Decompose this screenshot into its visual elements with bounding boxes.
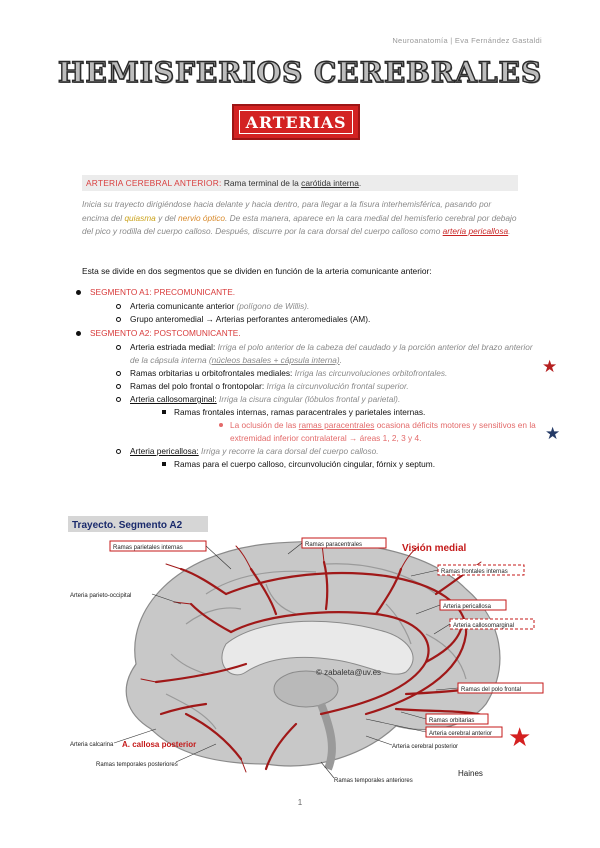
page-title: HEMISFERIOS CEREBRALES bbox=[57, 56, 543, 89]
intro-text-1: Inicia su trayecto dirigiéndose hacia delante y hacia dentro, para llegar a la fisura interhemisférica, pasando por encima del bbox=[82, 199, 492, 223]
orbitarias-label: Ramas orbitarias u orbitofrontales mediales: bbox=[130, 368, 293, 378]
list-item: Ramas frontales internas, ramas paracentrales y parietales internas. bbox=[76, 406, 546, 419]
paracentral-note-link: ramas paracentrales bbox=[298, 420, 375, 430]
list-item bbox=[76, 300, 546, 313]
pericallosa-label: Arteria pericallosa: bbox=[130, 446, 199, 456]
brain-medial-diagram bbox=[66, 514, 546, 786]
figure-title: Trayecto. Segmento A2 bbox=[72, 520, 183, 531]
section-label: ARTERIA CEREBRAL ANTERIOR: bbox=[86, 178, 222, 188]
credit-text: © zabaleta@uv.es bbox=[316, 668, 382, 677]
label-haines: Haines bbox=[458, 769, 483, 778]
a1-item-2-text: Grupo anteromedial → Arterias perforantes anteromediales (AM). bbox=[130, 314, 371, 324]
label-temporales-posteriores: Ramas temporales posteriores bbox=[96, 762, 178, 768]
paracentral-note-post: ocasiona déficits motores y sensitivos en la extremidad inferior contralateral → áreas 1, 2, 3 y 4. bbox=[230, 420, 536, 443]
estriada-ref: (núcleos basales + cápsula interna) bbox=[208, 355, 340, 365]
label-paracentrales: Ramas paracentrales bbox=[305, 542, 363, 548]
figure-red-star-icon: ★ bbox=[508, 722, 532, 752]
label-calcarina: Arteria calcarina bbox=[70, 742, 114, 748]
section-desc-suffix: . bbox=[358, 178, 362, 188]
section-heading bbox=[82, 175, 518, 191]
blue-star-icon: ★ bbox=[545, 424, 561, 443]
label-parietales: Ramas parietales internas bbox=[113, 545, 183, 551]
list-item bbox=[76, 367, 546, 380]
segment-a1-title: SEGMENTO A1: PRECOMUNICANTE. bbox=[76, 285, 546, 300]
subtitle-box bbox=[232, 104, 360, 140]
carotida-link: carótida interna bbox=[301, 178, 359, 188]
callosomarginal-label: Arteria callosomarginal: bbox=[130, 394, 217, 404]
red-star-icon: ★ bbox=[542, 357, 558, 376]
section-desc: Rama terminal de la bbox=[223, 178, 299, 188]
estriada-label: Arteria estriada medial: bbox=[130, 342, 216, 352]
label-orbitarias: Ramas orbitarias bbox=[429, 718, 475, 724]
label-polo-frontal: Ramas del polo frontal bbox=[461, 687, 522, 693]
label-callosa-posterior: A. callosa posterior bbox=[122, 740, 197, 749]
label-cerebral-anterior: Arteria cerebral anterior bbox=[429, 731, 493, 737]
pericallosa-term: arteria pericallosa bbox=[442, 226, 509, 237]
label-pericallosa: Arteria pericallosa bbox=[443, 604, 492, 610]
callosomarginal-desc: Irriga la cisura cingular (lóbulos frontal y parietal). bbox=[219, 394, 401, 404]
label-frontales: Ramas frontales internas bbox=[441, 569, 508, 575]
label-vision-medial: Visión medial bbox=[402, 543, 467, 554]
list-item: Ramas para el cuerpo calloso, circunvolución cingular, fórnix y septum. bbox=[76, 458, 546, 471]
polo-desc: Irriga la circunvolución frontal superior. bbox=[266, 381, 409, 391]
label-callosomarginal: Arteria callosomarginal bbox=[453, 623, 515, 629]
divide-text: Esta se divide en dos segmentos que se dividen en función de la arteria comunicante anterior: bbox=[82, 266, 432, 276]
a1-item-1-note: (polígono de Willis). bbox=[236, 301, 310, 311]
label-cerebral-posterior: Arteria cerebral posterior bbox=[392, 744, 459, 750]
intro-text-2: y del bbox=[158, 212, 176, 223]
list-item bbox=[76, 393, 546, 406]
page-number: 1 bbox=[297, 798, 303, 807]
estriada-desc: Irriga el polo anterior de la cabeza del caudado y la porción anterior del brazo anterior de la cápsula interna bbox=[130, 342, 533, 365]
paracentral-note-pre: La oclusión de las bbox=[230, 420, 297, 430]
orbitarias-desc: Irriga las circunvoluciones orbitofrontales. bbox=[294, 368, 448, 378]
header-note: Neuroanatomía | Eva Fernández Gastaldi bbox=[392, 36, 542, 45]
label-parieto-occipital: Arteria parieto-occipital bbox=[70, 593, 132, 599]
nervio-optico-term: nervio óptico bbox=[177, 212, 226, 223]
list-item bbox=[76, 445, 546, 458]
list-item bbox=[76, 313, 546, 326]
pericallosa-desc: Irriga y recorre la cara dorsal del cuerpo calloso. bbox=[201, 446, 379, 456]
label-temporales-anteriores: Ramas temporales anteriores bbox=[334, 778, 413, 784]
intro-text-4: . bbox=[508, 226, 511, 237]
segment-list bbox=[76, 285, 546, 471]
subtitle: ARTERIAS bbox=[239, 110, 353, 134]
list-item: Arteria estriada medial: Irriga el polo anterior de la cabeza del caudado y la porción anterior del brazo anterior de la cápsula interna (núcleos basales + cápsula interna). bbox=[76, 341, 544, 367]
paracentral-note bbox=[76, 419, 552, 445]
intro-paragraph bbox=[82, 198, 518, 239]
quiasma-term: quiasma bbox=[124, 212, 156, 223]
a1-item-1-text: Arteria comunicante anterior bbox=[130, 301, 235, 311]
polo-label: Ramas del polo frontal o frontopolar: bbox=[130, 381, 265, 391]
segment-a2-title: SEGMENTO A2: POSTCOMUNICANTE. bbox=[76, 326, 546, 341]
list-item bbox=[76, 380, 546, 393]
intro-text-3: . De esta manera, aparece en la cara medial del hemisferio cerebral por debajo del pico y rodilla del cuerpo calloso. Después, discurre por la cara dorsal del cuerpo calloso como bbox=[82, 212, 517, 237]
